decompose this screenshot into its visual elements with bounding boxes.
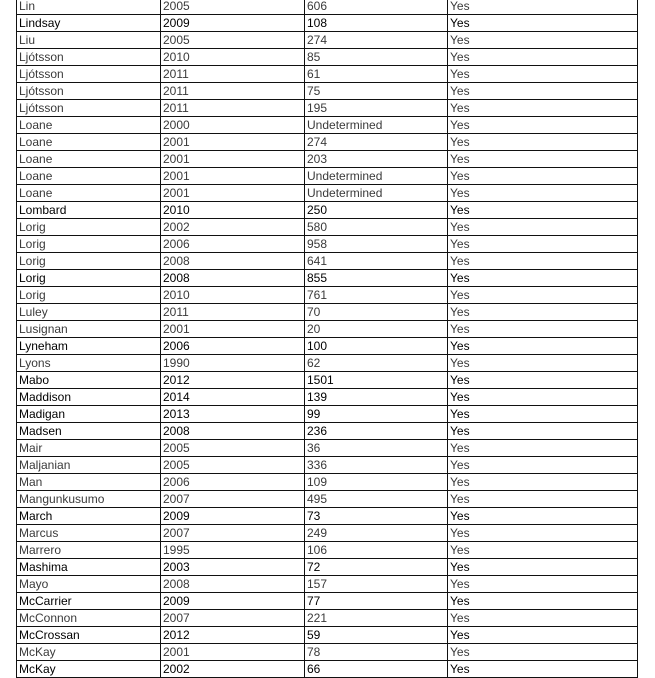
value-cell: 109 — [305, 474, 448, 491]
value-cell: 75 — [305, 83, 448, 100]
table-row — [17, 559, 638, 576]
included-cell: Yes — [448, 338, 638, 355]
included-cell: Yes — [448, 304, 638, 321]
author-cell: Lorig — [17, 270, 161, 287]
author-cell: Man — [17, 474, 161, 491]
table-row — [17, 355, 638, 372]
value-cell: 108 — [305, 15, 448, 32]
year-cell: 2002 — [161, 661, 305, 678]
included-cell: Yes — [448, 15, 638, 32]
year-cell: 2001 — [161, 321, 305, 338]
year-cell: 2011 — [161, 83, 305, 100]
value-cell: 59 — [305, 627, 448, 644]
year-cell: 2012 — [161, 627, 305, 644]
included-cell: Yes — [448, 508, 638, 525]
year-cell: 2011 — [161, 66, 305, 83]
included-cell: Yes — [448, 236, 638, 253]
value-cell: 157 — [305, 576, 448, 593]
author-cell: Lombard — [17, 202, 161, 219]
year-cell: 2011 — [161, 304, 305, 321]
table-row — [17, 83, 638, 100]
included-cell: Yes — [448, 661, 638, 678]
table-row — [17, 219, 638, 236]
year-cell: 2005 — [161, 0, 305, 15]
value-cell: 61 — [305, 66, 448, 83]
table-row — [17, 338, 638, 355]
included-cell: Yes — [448, 491, 638, 508]
year-cell: 2013 — [161, 406, 305, 423]
author-cell: Lorig — [17, 219, 161, 236]
year-cell: 2005 — [161, 440, 305, 457]
value-cell: 85 — [305, 49, 448, 66]
year-cell: 2008 — [161, 423, 305, 440]
author-cell: Madsen — [17, 423, 161, 440]
year-cell: 2007 — [161, 610, 305, 627]
author-cell: Maddison — [17, 389, 161, 406]
year-cell: 2001 — [161, 134, 305, 151]
year-cell: 2008 — [161, 576, 305, 593]
value-cell: 203 — [305, 151, 448, 168]
value-cell: 236 — [305, 423, 448, 440]
value-cell: 36 — [305, 440, 448, 457]
value-cell: 250 — [305, 202, 448, 219]
table-row — [17, 202, 638, 219]
included-cell: Yes — [448, 32, 638, 49]
included-cell: Yes — [448, 83, 638, 100]
table-row — [17, 576, 638, 593]
value-cell: Undetermined — [305, 185, 448, 202]
included-cell: Yes — [448, 185, 638, 202]
value-cell: 761 — [305, 287, 448, 304]
table-row — [17, 168, 638, 185]
author-cell: Mair — [17, 440, 161, 457]
author-cell: Loane — [17, 117, 161, 134]
included-cell: Yes — [448, 253, 638, 270]
value-cell: 78 — [305, 644, 448, 661]
year-cell: 2008 — [161, 253, 305, 270]
table-row — [17, 423, 638, 440]
table-row — [17, 49, 638, 66]
author-cell: Luley — [17, 304, 161, 321]
year-cell: 1990 — [161, 355, 305, 372]
value-cell: 641 — [305, 253, 448, 270]
author-cell: McKay — [17, 644, 161, 661]
author-cell: Liu — [17, 32, 161, 49]
value-cell: 77 — [305, 593, 448, 610]
value-cell: 72 — [305, 559, 448, 576]
table-row — [17, 525, 638, 542]
value-cell: 62 — [305, 355, 448, 372]
year-cell: 2002 — [161, 219, 305, 236]
included-cell: Yes — [448, 270, 638, 287]
included-cell: Yes — [448, 610, 638, 627]
table-row — [17, 440, 638, 457]
value-cell: 100 — [305, 338, 448, 355]
year-cell: 2006 — [161, 236, 305, 253]
year-cell: 2009 — [161, 15, 305, 32]
table-row — [17, 236, 638, 253]
year-cell: 2009 — [161, 508, 305, 525]
table-row — [17, 321, 638, 338]
table-row — [17, 253, 638, 270]
value-cell: 249 — [305, 525, 448, 542]
year-cell: 2001 — [161, 185, 305, 202]
value-cell: 66 — [305, 661, 448, 678]
year-cell: 2005 — [161, 457, 305, 474]
included-cell: Yes — [448, 406, 638, 423]
value-cell: 221 — [305, 610, 448, 627]
table-row — [17, 474, 638, 491]
author-cell: Loane — [17, 185, 161, 202]
table-row — [17, 185, 638, 202]
included-cell: Yes — [448, 542, 638, 559]
year-cell: 2007 — [161, 491, 305, 508]
value-cell: 495 — [305, 491, 448, 508]
author-cell: Ljótsson — [17, 66, 161, 83]
included-cell: Yes — [448, 355, 638, 372]
author-cell: Mangunkusumo — [17, 491, 161, 508]
value-cell: 958 — [305, 236, 448, 253]
table-row — [17, 491, 638, 508]
table-row — [17, 287, 638, 304]
included-cell: Yes — [448, 100, 638, 117]
value-cell: 580 — [305, 219, 448, 236]
table-row — [17, 100, 638, 117]
included-cell: Yes — [448, 219, 638, 236]
author-cell: Mashima — [17, 559, 161, 576]
value-cell: 274 — [305, 134, 448, 151]
included-cell: Yes — [448, 202, 638, 219]
value-cell: 139 — [305, 389, 448, 406]
value-cell: 106 — [305, 542, 448, 559]
year-cell: 2001 — [161, 644, 305, 661]
author-cell: Lorig — [17, 253, 161, 270]
included-cell: Yes — [448, 423, 638, 440]
value-cell: 70 — [305, 304, 448, 321]
author-cell: Lyons — [17, 355, 161, 372]
author-cell: Loane — [17, 151, 161, 168]
year-cell: 2006 — [161, 474, 305, 491]
year-cell: 2005 — [161, 32, 305, 49]
table-row — [17, 610, 638, 627]
author-cell: Loane — [17, 168, 161, 185]
year-cell: 1995 — [161, 542, 305, 559]
author-cell: McCrossan — [17, 627, 161, 644]
author-cell: Madigan — [17, 406, 161, 423]
author-cell: McKay — [17, 661, 161, 678]
author-cell: Lorig — [17, 287, 161, 304]
author-cell: Mabo — [17, 372, 161, 389]
value-cell: 20 — [305, 321, 448, 338]
author-cell: Lorig — [17, 236, 161, 253]
author-cell: Lin — [17, 0, 161, 15]
table-row — [17, 15, 638, 32]
table-row — [17, 0, 638, 15]
table-row — [17, 304, 638, 321]
table-body — [17, 0, 638, 678]
table-row — [17, 457, 638, 474]
author-cell: Lusignan — [17, 321, 161, 338]
table-row — [17, 593, 638, 610]
author-cell: Ljótsson — [17, 49, 161, 66]
year-cell: 2010 — [161, 287, 305, 304]
value-cell: 99 — [305, 406, 448, 423]
table-row — [17, 66, 638, 83]
table-row — [17, 151, 638, 168]
included-cell: Yes — [448, 117, 638, 134]
included-cell: Yes — [448, 457, 638, 474]
author-cell: Maljanian — [17, 457, 161, 474]
year-cell: 2001 — [161, 168, 305, 185]
year-cell: 2010 — [161, 202, 305, 219]
author-cell: Lyneham — [17, 338, 161, 355]
table-row — [17, 406, 638, 423]
author-cell: Marcus — [17, 525, 161, 542]
table-row — [17, 372, 638, 389]
included-cell: Yes — [448, 0, 638, 15]
included-cell: Yes — [448, 644, 638, 661]
author-cell: McConnon — [17, 610, 161, 627]
included-cell: Yes — [448, 440, 638, 457]
value-cell: 1501 — [305, 372, 448, 389]
year-cell: 2009 — [161, 593, 305, 610]
value-cell: Undetermined — [305, 168, 448, 185]
year-cell: 2010 — [161, 49, 305, 66]
included-cell: Yes — [448, 287, 638, 304]
author-cell: Loane — [17, 134, 161, 151]
table-row — [17, 389, 638, 406]
included-cell: Yes — [448, 627, 638, 644]
author-cell: March — [17, 508, 161, 525]
included-cell: Yes — [448, 559, 638, 576]
year-cell: 2011 — [161, 100, 305, 117]
year-cell: 2003 — [161, 559, 305, 576]
table-row — [17, 134, 638, 151]
included-cell: Yes — [448, 134, 638, 151]
included-cell: Yes — [448, 593, 638, 610]
table-row — [17, 32, 638, 49]
year-cell: 2000 — [161, 117, 305, 134]
table-container — [16, 0, 638, 678]
year-cell: 2007 — [161, 525, 305, 542]
author-cell: Ljótsson — [17, 83, 161, 100]
table-row — [17, 627, 638, 644]
table-row — [17, 644, 638, 661]
value-cell: 336 — [305, 457, 448, 474]
included-cell: Yes — [448, 321, 638, 338]
included-cell: Yes — [448, 389, 638, 406]
author-cell: Ljótsson — [17, 100, 161, 117]
included-cell: Yes — [448, 66, 638, 83]
included-cell: Yes — [448, 576, 638, 593]
included-cell: Yes — [448, 525, 638, 542]
value-cell: Undetermined — [305, 117, 448, 134]
included-cell: Yes — [448, 168, 638, 185]
value-cell: 606 — [305, 0, 448, 15]
value-cell: 274 — [305, 32, 448, 49]
year-cell: 2001 — [161, 151, 305, 168]
author-cell: Marrero — [17, 542, 161, 559]
table-row — [17, 542, 638, 559]
year-cell: 2014 — [161, 389, 305, 406]
included-cell: Yes — [448, 151, 638, 168]
included-cell: Yes — [448, 372, 638, 389]
value-cell: 73 — [305, 508, 448, 525]
included-cell: Yes — [448, 474, 638, 491]
table-row — [17, 270, 638, 287]
author-cell: Lindsay — [17, 15, 161, 32]
included-cell: Yes — [448, 49, 638, 66]
year-cell: 2012 — [161, 372, 305, 389]
table-row — [17, 508, 638, 525]
author-cell: McCarrier — [17, 593, 161, 610]
year-cell: 2006 — [161, 338, 305, 355]
author-cell: Mayo — [17, 576, 161, 593]
year-cell: 2008 — [161, 270, 305, 287]
data-table — [16, 0, 638, 678]
value-cell: 195 — [305, 100, 448, 117]
table-row — [17, 117, 638, 134]
value-cell: 855 — [305, 270, 448, 287]
